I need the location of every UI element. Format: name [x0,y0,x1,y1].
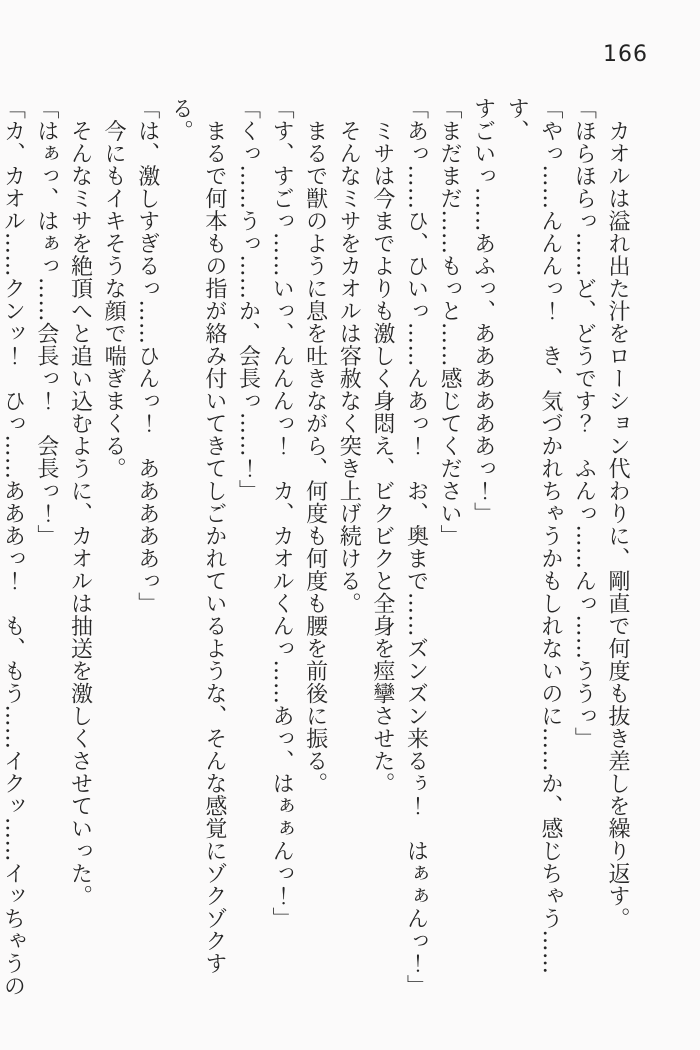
text-column: 「ほらほらっ……ど、どうです？ ふんっ……んっ……ううっ」 [571,97,597,750]
text-column: そんなミサをカオルは容赦なく突き上げ続ける。 [336,97,362,615]
text-column: 「くっ……うっ……か、会長っ……！」 [235,97,261,502]
text-column: ミサは今までよりも激しく身悶え、ビクビクと全身を痙攣させた。 [369,97,395,795]
text-column: まるで何本もの指が絡み付いてきてしごかれているような、そんな感覚にゾクゾクする。 [168,97,227,975]
text-column: 「やっ……んんんっ！ き、気づかれちゃうかもしれないのに……か、感じちゃう……す、 [504,97,563,975]
text-column: カオルは溢れ出た汁をローション代わりに、剛直で何度も抜き差しを繰り返す。 [605,97,630,930]
text-column: 「す、すごっ……いっ、んんんっ！ カ、カオルくんっ……あっ、はぁぁんっ！」 [269,97,295,930]
text-column: 今にもイキそうな顔で喘ぎまくる。 [101,97,127,480]
page-number: 166 [603,42,648,67]
text-column: 「はぁっ、はぁっ……会長っ！ 会長っ！」 [33,97,59,547]
text-column: 「は、激しすぎるっ……ひんっ！ あああああっ」 [134,97,160,615]
text-column: 「カ、カオル……クンッ！ ひっ……あああっ！ も、もう……イクッ……イッちゃうの [0,97,26,997]
text-column: すごいっ……あふっ、ああああああっ！」 [470,97,496,525]
text-column: そんなミサを絶頂へと追い込むように、カオルは抽送を激しくさせていった。 [67,97,93,907]
text-column: 「まだまだ……もっと……感じてください」 [437,97,463,547]
text-area [0,97,634,1007]
text-column: 「あっ……ひ、ひいっ……んあっ！ お、奥まで……ズンズン来るぅ！ はぁぁんっ！」 [403,97,429,997]
text-column: まるで獣のように息を吐きながら、何度も何度も腰を前後に振る。 [302,97,328,795]
